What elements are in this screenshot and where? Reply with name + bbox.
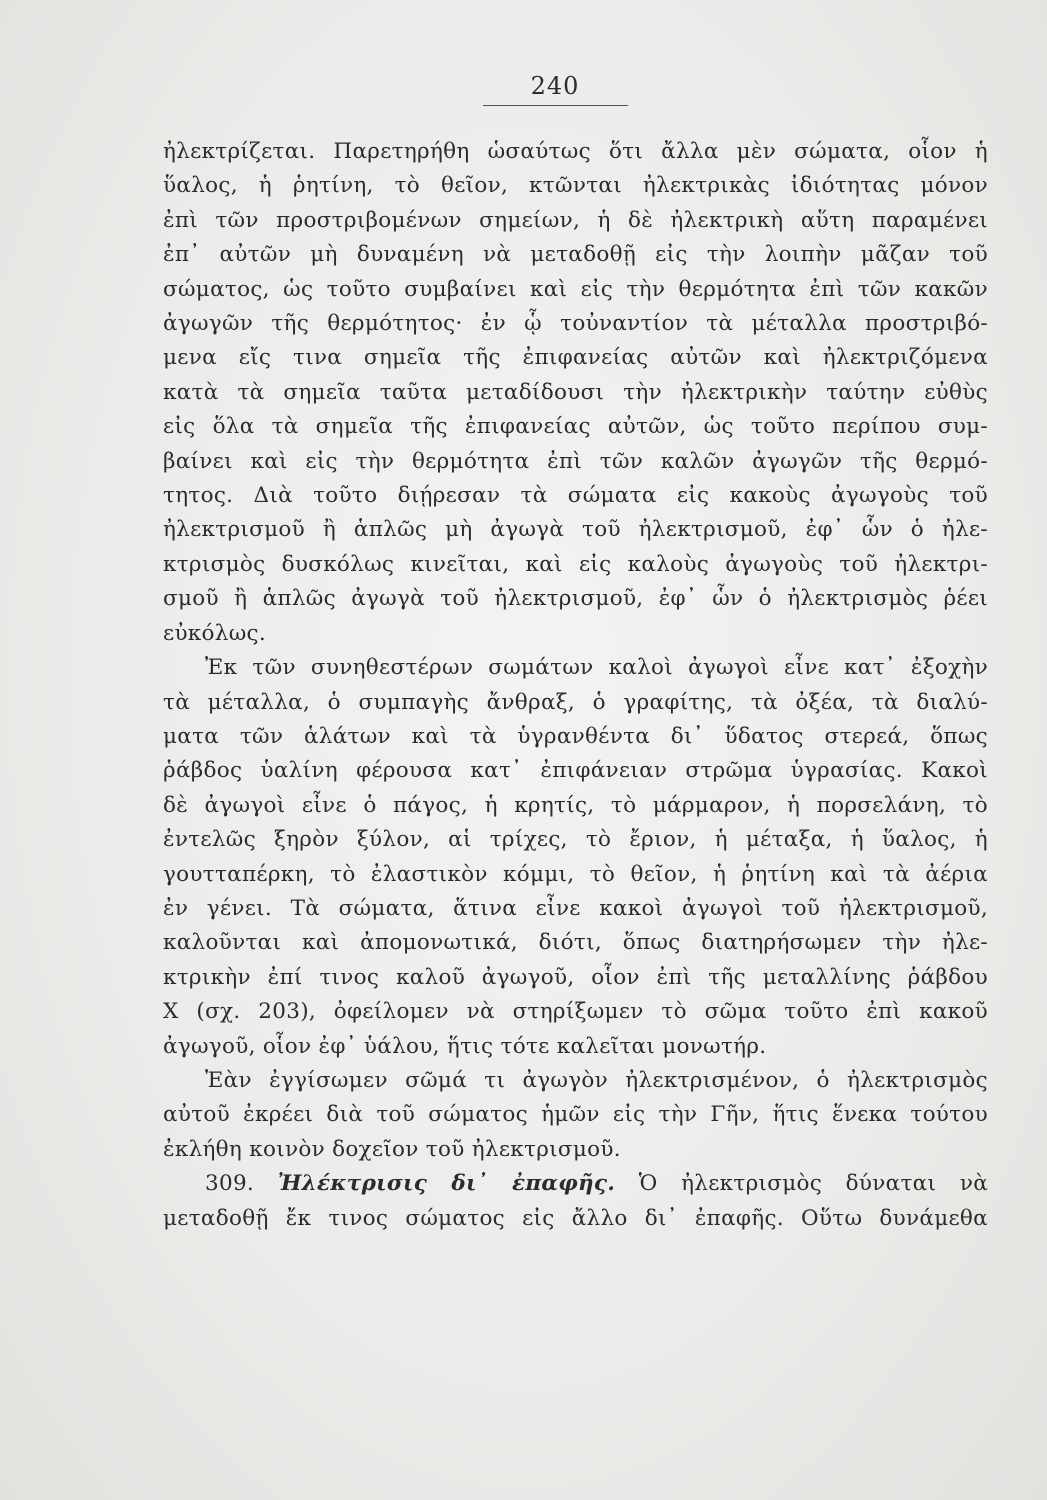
text-line: καλοῦνται καὶ ἀπομονωτικά, διότι, ὅπως διατηρήσωμεν τὴν ἠλε- [163,930,988,956]
page-number-rule [483,105,628,106]
text-line: τητος. Διὰ τοῦτο διῄρεσαν τὰ σώματα εἰς κακοὺς ἀγωγοὺς τοῦ [163,483,988,509]
section-heading-line [163,1167,988,1201]
text-line: Ἐὰν ἐγγίσωμεν σῶμά τι ἀγωγὸν ἠλεκτρισμένον, ὁ ἠλεκτρισμὸς [205,1067,988,1093]
text-line: εἰς ὅλα τὰ σημεῖα τῆς ἐπιφανείας αὐτῶν, ὡς τοῦτο περίπου συμ- [163,414,988,440]
page-number: 240 [530,72,580,100]
text-line: κατὰ τὰ σημεῖα ταῦτα μεταδίδουσι τὴν ἠλεκτρικὴν ταύτην εὐθὺς [163,379,988,405]
text-line: βαίνει καὶ εἰς τὴν θερμότητα ἐπὶ τῶν καλῶν ἀγωγῶν τῆς θερμό- [163,448,988,474]
text-line: Χ (σχ. 203), ὀφείλομεν νὰ στηρίξωμεν τὸ σῶμα τοῦτο ἐπὶ κακοῦ [163,999,988,1025]
text-line: εὐκόλως. [163,620,267,646]
text-line: ἀγωγοῦ, οἷον ἐφ᾽ ὑάλου, ἥτις τότε καλεῖται μονωτήρ. [163,1033,767,1059]
section-title: Ἠλέκτρισις δι᾽ ἐπαφῆς. [277,1171,616,1197]
paragraph [163,651,988,1064]
paragraph [163,1064,988,1167]
section-number: 309. [205,1171,255,1197]
text-line: ἐκλήθη κοινὸν δοχεῖον τοῦ ἠλεκτρισμοῦ. [163,1136,621,1162]
text-line: ὕαλος, ἡ ῥητίνη, τὸ θεῖον, κτῶνται ἠλεκτρικὰς ἰδιότητας μόνον [163,173,988,199]
text-line: κτρισμὸς δυσκόλως κινεῖται, καὶ εἰς καλοὺς ἀγωγοὺς τοῦ ἠλεκτρι- [163,551,988,577]
text-line: ἀγωγῶν τῆς θερμότητος· ἐν ᾧ τοὐναντίον τὰ μέταλλα προστριβό- [163,311,988,337]
text-fragment: Ὁ ἠλεκτρισμὸς δύναται νὰ [638,1171,989,1197]
text-line: σώματος, ὡς τοῦτο συμβαίνει καὶ εἰς τὴν θερμότητα ἐπὶ τῶν κακῶν [163,276,988,302]
text-line: γουτταπέρκη, τὸ ἐλαστικὸν κόμμι, τὸ θεῖον, ἡ ῥητίνη καὶ τὰ ἀέρια [163,861,988,887]
text-line: ἐντελῶς ξηρὸν ξύλον, αἱ τρίχες, τὸ ἔριον, ἡ μέταξα, ἡ ὕαλος, ἡ [163,827,988,853]
body-text [163,135,988,1236]
text-line: ἐν γένει. Τὰ σώματα, ἅτινα εἶνε κακοὶ ἀγωγοὶ τοῦ ἠλεκτρισμοῦ, [163,895,988,921]
text-line: δὲ ἀγωγοὶ εἶνε ὁ πάγος, ἡ κρητίς, τὸ μάρμαρον, ἡ πορσελάνη, τὸ [163,792,988,818]
text-line: ἠλεκτρίζεται. Παρετηρήθη ὡσαύτως ὅτι ἄλλα μὲν σώματα, οἷον ἡ [163,139,988,164]
text-line: ῥάβδος ὑαλίνη φέρουσα κατ᾽ ἐπιφάνειαν στρῶμα ὑγρασίας. Κακοὶ [163,758,988,784]
text-line: μενα εἴς τινα σημεῖα τῆς ἐπιφανείας αὐτῶν καὶ ἠλεκτριζόμενα [163,345,988,371]
paragraph [163,135,988,651]
text-line: ματα τῶν ἁλάτων καὶ τὰ ὑγρανθέντα δι᾽ ὕδατος στερεά, ὅπως [163,723,988,749]
text-line: σμοῦ ἢ ἁπλῶς ἀγωγὰ τοῦ ἠλεκτρισμοῦ, ἐφ᾽ ὧν ὁ ἠλεκτρισμὸς ῥέει [163,586,988,612]
text-line: μεταδοθῇ ἔκ τινος σώματος εἰς ἄλλο δι᾽ ἐπαφῆς. Οὕτω δυνάμεθα [163,1205,988,1231]
text-line: ἐπ᾽ αὐτῶν μὴ δυναμένη νὰ μεταδοθῇ εἰς τὴν λοιπὴν μᾶζαν τοῦ [163,242,988,268]
text-line: Ἐκ τῶν συνηθεστέρων σωμάτων καλοὶ ἀγωγοὶ εἶνε κατ᾽ ἐξοχὴν [205,655,988,681]
text-line: ἠλεκτρισμοῦ ἢ ἁπλῶς μὴ ἀγωγὰ τοῦ ἠλεκτρισμοῦ, ἐφ᾽ ὧν ὁ ἠλε- [163,517,988,543]
text-line: ἐπὶ τῶν προστριβομένων σημείων, ἡ δὲ ἠλεκτρικὴ αὕτη παραμένει [163,207,988,233]
text-line: τὰ μέταλλα, ὁ συμπαγὴς ἄνθραξ, ὁ γραφίτης, τὰ ὀξέα, τὰ διαλύ- [163,689,988,715]
text-line: αὐτοῦ ἐκρέει διὰ τοῦ σώματος ἡμῶν εἰς τὴν Γῆν, ἥτις ἕνεκα τούτου [163,1102,988,1128]
section-paragraph [163,1167,988,1236]
text-line: κτρικὴν ἐπί τινος καλοῦ ἀγωγοῦ, οἷον ἐπὶ τῆς μεταλλίνης ῥάβδου [163,964,988,990]
